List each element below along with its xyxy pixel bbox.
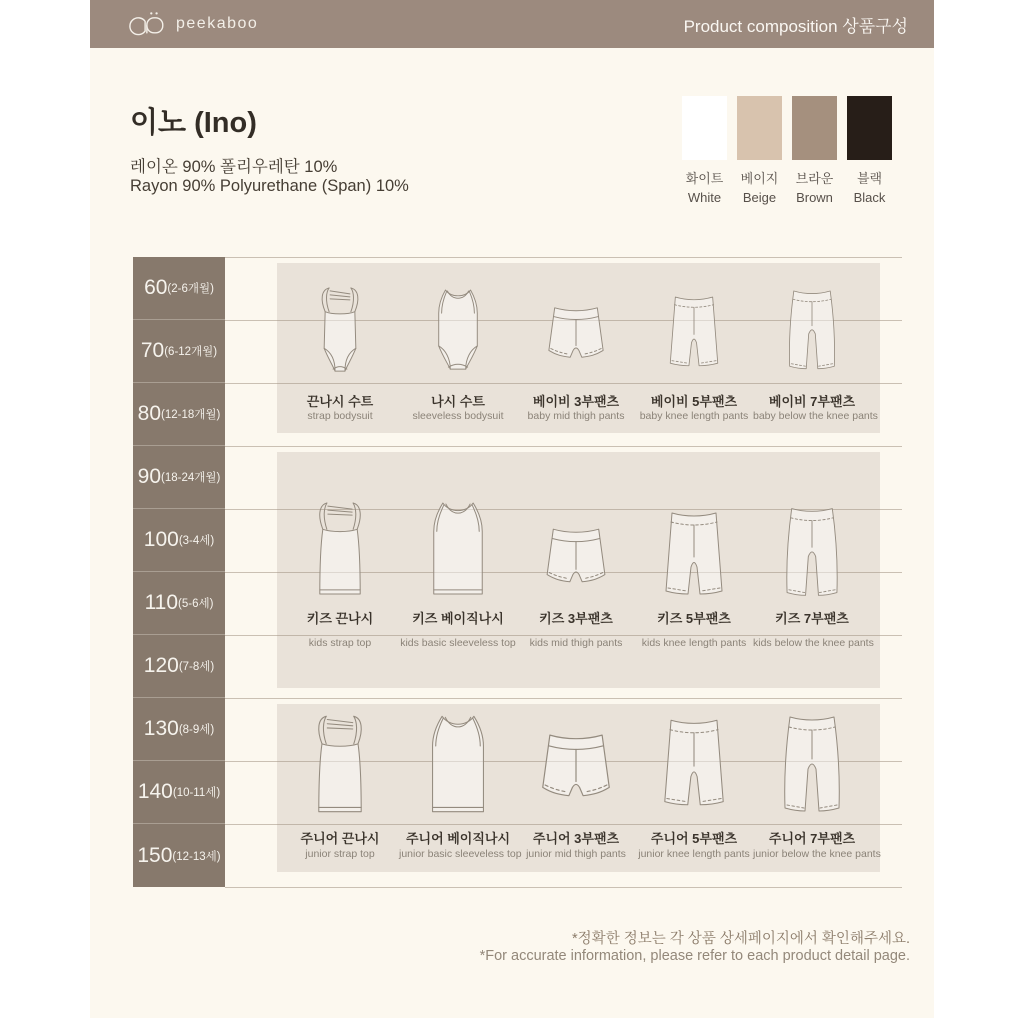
product-label-en: strap bodysuit — [307, 410, 373, 422]
row-divider — [225, 257, 902, 258]
baby-below-knee-pants-illustration — [753, 286, 871, 380]
row-divider — [225, 698, 902, 699]
product-label-ko: 키즈 끈나시 — [306, 611, 374, 626]
baby-korean-labels — [281, 391, 871, 410]
product-label-en: junior strap top — [305, 848, 375, 860]
junior-sleeveless-top-illustration — [399, 711, 517, 817]
row-divider — [225, 446, 902, 447]
junior-strap-top-illustration — [281, 711, 399, 817]
strap-bodysuit-illustration — [281, 283, 399, 380]
product-label-ko: 베이비 3부팬츠 — [532, 394, 620, 409]
header-bar — [90, 0, 934, 48]
swatch-label-ko: 화이트 — [685, 171, 724, 186]
kids-below-knee-pants-illustration — [753, 503, 871, 599]
composition-korean: 레이온 90% 폴리우레탄 10% — [130, 158, 338, 176]
product-label-ko: 끈나시 수트 — [306, 394, 374, 409]
color-swatch-list — [682, 96, 892, 207]
kids-english-labels — [281, 637, 874, 649]
product-label-en: kids mid thigh pants — [529, 637, 623, 649]
swatch-label-en: Black — [853, 190, 886, 205]
product-label-en: kids strap top — [308, 637, 372, 649]
product-label-en: junior mid thigh pants — [526, 848, 626, 860]
swatch-label-ko: 베이지 — [740, 171, 779, 186]
swatch-white-chip — [682, 96, 727, 160]
composition-english: Rayon 90% Polyurethane (Span) 10% — [130, 177, 409, 195]
product-label-ko: 주니어 5부팬츠 — [650, 831, 738, 846]
junior-mid-thigh-pants-illustration — [517, 728, 635, 817]
product-label-ko: 베이비 7부팬츠 — [768, 394, 856, 409]
product-label-en: junior knee length pants — [638, 848, 750, 860]
product-label-ko: 베이비 5부팬츠 — [650, 394, 738, 409]
product-label-en: sleeveless bodysuit — [412, 410, 504, 422]
product-label-ko: 주니어 끈나시 — [300, 831, 380, 846]
product-label-ko: 나시 수트 — [431, 394, 485, 409]
size-row-110: 110 (5-6세) — [133, 572, 225, 635]
footnote-english: *For accurate information, please refer to each product detail page. — [479, 948, 910, 964]
footnote-korean: *정확한 정보는 각 상품 상세페이지에서 확인해주세요. — [572, 931, 910, 947]
baby-garment-row — [281, 280, 871, 380]
size-row-60: 60 (2-6개월) — [133, 257, 225, 320]
junior-english-labels — [281, 848, 881, 860]
baby-knee-length-pants-illustration — [635, 292, 753, 380]
product-label-en: junior below the knee pants — [753, 848, 881, 860]
swatch-black — [847, 96, 892, 207]
swatch-label-ko: 블랙 — [856, 171, 883, 186]
kids-sleeveless-top-illustration — [399, 498, 517, 599]
kids-garment-row — [281, 494, 871, 599]
row-divider — [225, 824, 902, 825]
product-name: 이노 (Ino) — [130, 107, 257, 139]
size-column — [133, 257, 225, 887]
size-row-80: 80 (12-18개월) — [133, 383, 225, 446]
row-divider — [225, 383, 902, 384]
product-label-ko: 주니어 3부팬츠 — [532, 831, 620, 846]
swatch-label-ko: 브라운 — [795, 171, 834, 186]
swatch-label-en: White — [687, 190, 722, 205]
size-row-90: 90 (18-24개월) — [133, 446, 225, 509]
kids-strap-top-illustration — [281, 498, 399, 599]
junior-knee-length-pants-illustration — [635, 714, 753, 817]
product-label-en: junior basic sleeveless top — [399, 848, 522, 860]
junior-garment-row — [281, 710, 871, 817]
product-label-ko: 키즈 5부팬츠 — [657, 611, 731, 626]
swatch-label-en: Beige — [742, 190, 777, 205]
sleeveless-bodysuit-illustration — [399, 283, 517, 380]
product-label-en: kids below the knee pants — [753, 637, 874, 649]
row-divider — [225, 887, 902, 888]
baby-english-labels — [281, 410, 878, 422]
product-label-en: kids basic sleeveless top — [400, 637, 516, 649]
page-title: Product composition 상품구성 — [683, 16, 908, 36]
baby-mid-thigh-pants-illustration — [517, 302, 635, 380]
product-label-ko: 키즈 3부팬츠 — [539, 611, 613, 626]
peekaboo-logo-icon — [126, 9, 166, 39]
swatch-brown-chip — [792, 96, 837, 160]
product-label-en: kids knee length pants — [641, 637, 747, 649]
swatch-brown — [792, 96, 837, 207]
product-label-ko: 주니어 베이직나시 — [405, 831, 511, 846]
size-row-70: 70 (6-12개월) — [133, 320, 225, 383]
product-label-ko: 키즈 베이직나시 — [412, 611, 504, 626]
kids-korean-labels — [281, 608, 871, 627]
kids-mid-thigh-pants-illustration — [517, 522, 635, 599]
swatch-label-en: Brown — [796, 190, 833, 205]
size-row-140: 140 (10-11세) — [133, 761, 225, 824]
swatch-black-chip — [847, 96, 892, 160]
junior-below-knee-pants-illustration — [753, 711, 871, 817]
row-divider — [225, 635, 902, 636]
size-row-120: 120 (7-8세) — [133, 635, 225, 698]
size-row-150: 150 (12-13세) — [137, 843, 221, 867]
swatch-beige-chip — [737, 96, 782, 160]
brand-logo — [126, 9, 258, 39]
junior-korean-labels — [281, 828, 871, 847]
swatch-white — [682, 96, 727, 207]
swatch-beige — [737, 96, 782, 207]
product-label-en: baby below the knee pants — [753, 410, 878, 422]
product-label-ko: 키즈 7부팬츠 — [775, 611, 849, 626]
product-label-en: baby knee length pants — [639, 410, 749, 422]
size-row-130: 130 (8-9세) — [133, 698, 225, 761]
product-label-en: baby mid thigh pants — [527, 410, 625, 422]
product-label-ko: 주니어 7부팬츠 — [768, 831, 856, 846]
size-row-100: 100 (3-4세) — [133, 509, 225, 572]
kids-knee-length-pants-illustration — [635, 507, 753, 599]
brand-name: peekaboo — [176, 15, 259, 32]
